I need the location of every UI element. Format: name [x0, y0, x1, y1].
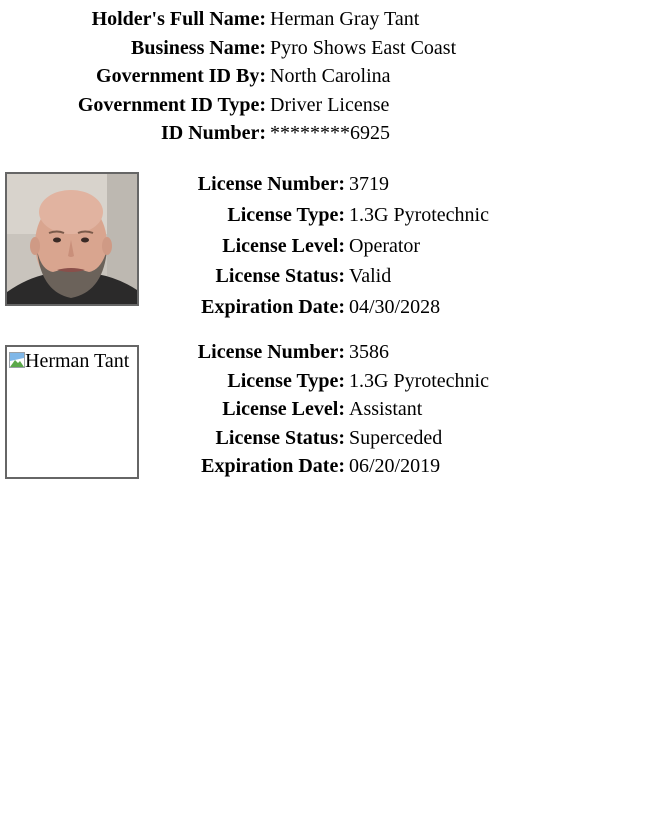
- license-type-value: 1.3G Pyrotechnic: [349, 203, 489, 226]
- expiration-date-row: [0, 455, 667, 484]
- license-status-row: [0, 427, 667, 456]
- license-number-value: 3719: [349, 173, 389, 195]
- license-type-row: [0, 370, 667, 399]
- expiration-date-value: 06/20/2019: [349, 455, 441, 478]
- license-type-row: [0, 204, 667, 235]
- license-status-value: Superceded: [349, 426, 443, 449]
- license-type-label: License Type:: [227, 203, 345, 226]
- license-status-label: License Status:: [215, 265, 345, 288]
- photo-alt-text: Herman Tant: [25, 350, 130, 372]
- gov-id-type-row: [0, 94, 667, 123]
- id-number-label: ID Number:: [161, 122, 266, 144]
- license-level-label: License Level:: [222, 398, 345, 421]
- license-number-label: License Number:: [197, 173, 345, 195]
- license-number-label: License Number:: [197, 341, 345, 363]
- license-number-row: [0, 173, 667, 204]
- business-name-label: Business Name:: [130, 36, 266, 59]
- expiration-date-value: 04/30/2028: [349, 296, 441, 319]
- holder-name-row: [0, 8, 667, 37]
- license-level-value: Operator: [349, 234, 421, 257]
- id-number-row: [0, 122, 667, 151]
- business-name-row: [0, 37, 667, 66]
- license-status-label: License Status:: [215, 426, 345, 449]
- holder-name-value: Herman Gray Tant: [270, 8, 420, 30]
- license-status-row: [0, 265, 667, 296]
- id-number-value: ********6925: [270, 122, 390, 144]
- license-1-details: [0, 173, 667, 327]
- license-number-row: [0, 341, 667, 370]
- gov-id-by-row: [0, 65, 667, 94]
- license-level-value: Assistant: [349, 398, 423, 421]
- gov-id-type-value: Driver License: [270, 93, 390, 116]
- license-status-value: Valid: [349, 265, 392, 288]
- license-2-details: [0, 341, 667, 484]
- license-number-value: 3586: [349, 341, 389, 363]
- expiration-date-row: [0, 296, 667, 327]
- business-name-value: Pyro Shows East Coast: [270, 36, 457, 59]
- license-type-value: 1.3G Pyrotechnic: [349, 369, 489, 392]
- license-level-row: [0, 398, 667, 427]
- license-level-row: [0, 235, 667, 266]
- license-level-label: License Level:: [222, 234, 345, 257]
- gov-id-type-label: Government ID Type:: [77, 93, 266, 116]
- holder-info: [0, 8, 667, 151]
- holder-name-label: Holder's Full Name:: [91, 8, 266, 30]
- license-type-label: License Type:: [227, 369, 345, 392]
- gov-id-by-label: Government ID By:: [96, 65, 266, 87]
- expiration-date-label: Expiration Date:: [201, 296, 345, 319]
- gov-id-by-value: North Carolina: [270, 65, 391, 87]
- expiration-date-label: Expiration Date:: [201, 455, 345, 478]
